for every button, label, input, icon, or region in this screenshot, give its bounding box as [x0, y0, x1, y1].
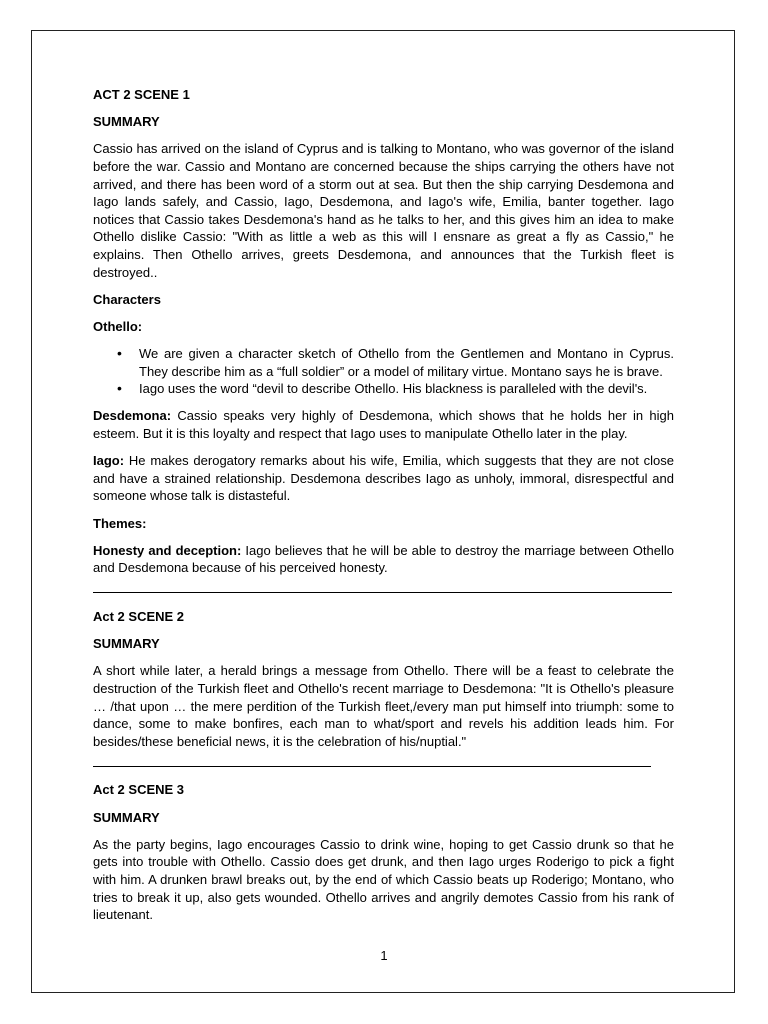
honesty-text: Iago believes that he will be able to destroy the marriage between Othello and Desdemona because of his perceived honesty.	[93, 542, 674, 576]
document-body	[93, 86, 674, 933]
page-number: 1	[380, 948, 388, 963]
iago-label: Iago:	[93, 453, 125, 469]
scene2-heading: Act 2 SCENE 2	[93, 609, 185, 624]
honesty-paragraph	[93, 542, 674, 577]
scene3-summary-label: SUMMARY	[93, 809, 160, 825]
desdemona-text: Cassio speaks very highly of Desdemona, which shows that he holds her in high esteem. But it is this loyalty and respect that Iago uses to manipulate Othello later in the play.	[93, 408, 674, 442]
othello-label: Othello:	[93, 318, 143, 334]
section-divider-1	[93, 592, 672, 593]
desdemona-label: Desdemona:	[93, 408, 172, 424]
scene3-heading: Act 2 SCENE 3	[93, 782, 185, 798]
honesty-label: Honesty and deception:	[93, 542, 242, 558]
section-divider-2	[93, 766, 651, 767]
scene1-heading: ACT 2 SCENE 1	[93, 87, 190, 102]
scene1-summary-text: Cassio has arrived on the island of Cyprus and is talking to Montano, who was governor of the island before the war. Cassio and Montano are concerned because the ships carrying the others have not arrived, and there has been word of a storm out at sea. But then the ship carrying Desdemona and Iago lands safely, and Cassio, Iago, Desdemona, and Iago's wife, Emilia, banter together. Iago notices that Cassio takes Desdemona's hand as he talks to her, and this gives him an idea to make Othello dislike Cassio: "With as little a web as this will I ensnare as great a fly as Cassio," he explains. Then Othello arrives, greets Desdemona, and announces that the Turkish fleet is destroyed..	[93, 141, 674, 280]
othello-bullet-2: • Iago uses the word “devil to describe Othello. His blackness is paralleled with the devil's.	[139, 380, 674, 398]
iago-paragraph	[93, 452, 674, 505]
characters-label: Characters	[93, 291, 161, 307]
othello-bullet-list	[93, 345, 674, 398]
iago-text: He makes derogatory remarks about his wife, Emilia, which suggests that they are not close and have a strained relationship. Desdemona describes Iago as unholy, immoral, disrespectful and someone whose talk is distasteful.	[93, 453, 674, 504]
themes-label: Themes:	[93, 515, 147, 531]
scene1-summary-label: SUMMARY	[93, 114, 160, 130]
scene3-summary-text: As the party begins, Iago encourages Cassio to drink wine, hoping to get Cassio drunk so that he gets into trouble with Othello. Cassio does get drunk, and then Iago urges Roderigo to pick a fight with him. A drunken brawl breaks out, by the end of which Cassio beats up Roderigo; Montano, who tries to break it up, also gets wounded. Othello arrives and angrily demotes Cassio from his rank of lieutenant.	[93, 836, 674, 923]
scene2-summary-text: A short while later, a herald brings a message from Othello. There will be a feast to celebrate the destruction of the Turkish fleet and Othello's recent marriage to Desdemona: "It is Othello's pleasure … /that upon … the mere perdition of the Turkish fleet,/every man put himself into triumph: some to dance, some to make bonfires, each man to what/sport and revels his addition leads him. For besides/these beneficial news, it is the celebration of his/nuptial."	[93, 663, 674, 749]
othello-bullet-1: • We are given a character sketch of Othello from the Gentlemen and Montano in Cyprus. They describe him as a “full soldier” or a model of military virtue. Montano says he is brave.	[139, 345, 674, 380]
desdemona-paragraph	[93, 407, 674, 442]
scene2-summary-label: SUMMARY	[93, 636, 160, 652]
